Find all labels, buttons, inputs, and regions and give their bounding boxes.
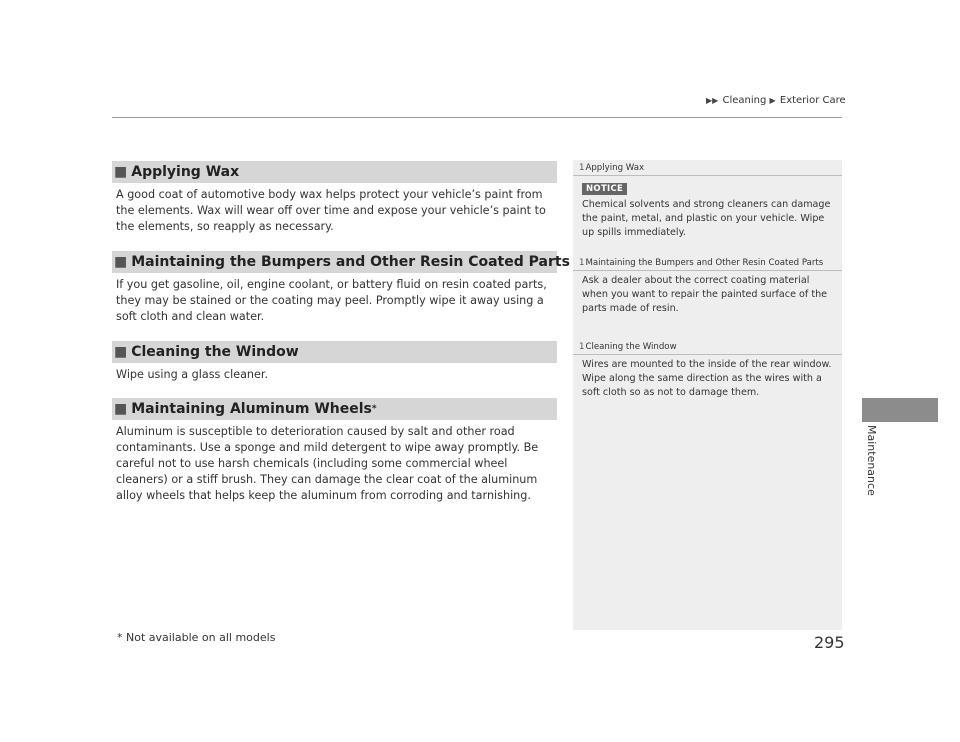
note-cleaning-window — [573, 341, 842, 400]
note-body: Chemical solvents and strong cleaners can damage the paint, metal, and plastic on your vehicle. Wipe up spills immediately. — [582, 199, 831, 238]
sidebar-notes — [573, 160, 842, 630]
heading-text: Maintaining Aluminum Wheels — [131, 401, 372, 417]
heading-cleaning-window — [112, 341, 557, 363]
section-label: Maintenance — [865, 425, 878, 496]
reference-icon: 1 — [579, 258, 585, 268]
heading-bullet-icon: ■ — [114, 344, 128, 360]
note-title[interactable] — [573, 341, 842, 355]
heading-applying-wax — [112, 161, 557, 183]
heading-text: Applying Wax — [131, 164, 240, 180]
note-body: Ask a dealer about the correct coating material when you want to repair the painted surface of the parts made of resin. — [582, 275, 828, 314]
note-title[interactable] — [573, 162, 842, 176]
breadcrumb-item-exterior-care[interactable]: Exterior Care — [779, 95, 846, 106]
footnote-marker[interactable]: * — [371, 404, 377, 414]
note-title-text: Cleaning the Window — [585, 342, 677, 352]
footnote: * Not available on all models — [117, 631, 276, 644]
heading-bumpers — [112, 251, 570, 273]
notice-badge: NOTICE — [582, 183, 627, 195]
note-body: Wires are mounted to the inside of the rear window. Wipe along the same direction as the wires with a soft cloth so as not to damage them. — [582, 359, 832, 398]
breadcrumb — [706, 95, 846, 106]
paragraph-cleaning-window: Wipe using a glass cleaner. — [116, 368, 269, 381]
heading-bullet-icon: ■ — [114, 254, 128, 270]
note-title-text: Applying Wax — [585, 163, 645, 173]
header-divider — [112, 117, 842, 118]
note-title-text: Maintaining the Bumpers and Other Resin Coated Parts — [585, 258, 824, 268]
heading-aluminum-wheels — [112, 398, 557, 420]
paragraph-bumpers: If you get gasoline, oil, engine coolant, or battery fluid on resin coated parts, they may be stained or the coating may peel. Promptly wipe it away using a soft cloth and clean water. — [116, 278, 547, 323]
breadcrumb-arrow-icon: ▶▶ — [706, 96, 719, 105]
breadcrumb-separator-icon: ▶ — [769, 96, 776, 105]
heading-bullet-icon: ■ — [114, 401, 128, 417]
reference-icon: 1 — [579, 342, 585, 352]
heading-text: Maintaining the Bumpers and Other Resin Coated Parts — [131, 254, 570, 270]
paragraph-applying-wax: A good coat of automotive body wax helps protect your vehicle’s paint from the elements. Wax will wear off over time and expose your vehicle’s paint to the elements, so reapply as necessary. — [116, 188, 546, 233]
page-number: 295 — [814, 633, 845, 652]
note-bumpers — [573, 257, 842, 316]
reference-icon: 1 — [579, 163, 585, 173]
breadcrumb-item-cleaning[interactable]: Cleaning — [722, 95, 767, 106]
section-tab-marker — [862, 398, 938, 422]
heading-text: Cleaning the Window — [131, 344, 299, 360]
note-title[interactable] — [573, 257, 842, 271]
note-applying-wax — [573, 162, 842, 240]
heading-bullet-icon: ■ — [114, 164, 128, 180]
paragraph-aluminum-wheels: Aluminum is susceptible to deterioration caused by salt and other road contaminants. Use a sponge and mild detergent to wipe away promptly. Be careful not to use harsh chemicals (including some commercial wheel cleaners) or a stiff brush. They can damage the clear coat of the aluminum alloy wheels that helps keep the aluminum from corroding and tarnishing. — [116, 425, 539, 502]
